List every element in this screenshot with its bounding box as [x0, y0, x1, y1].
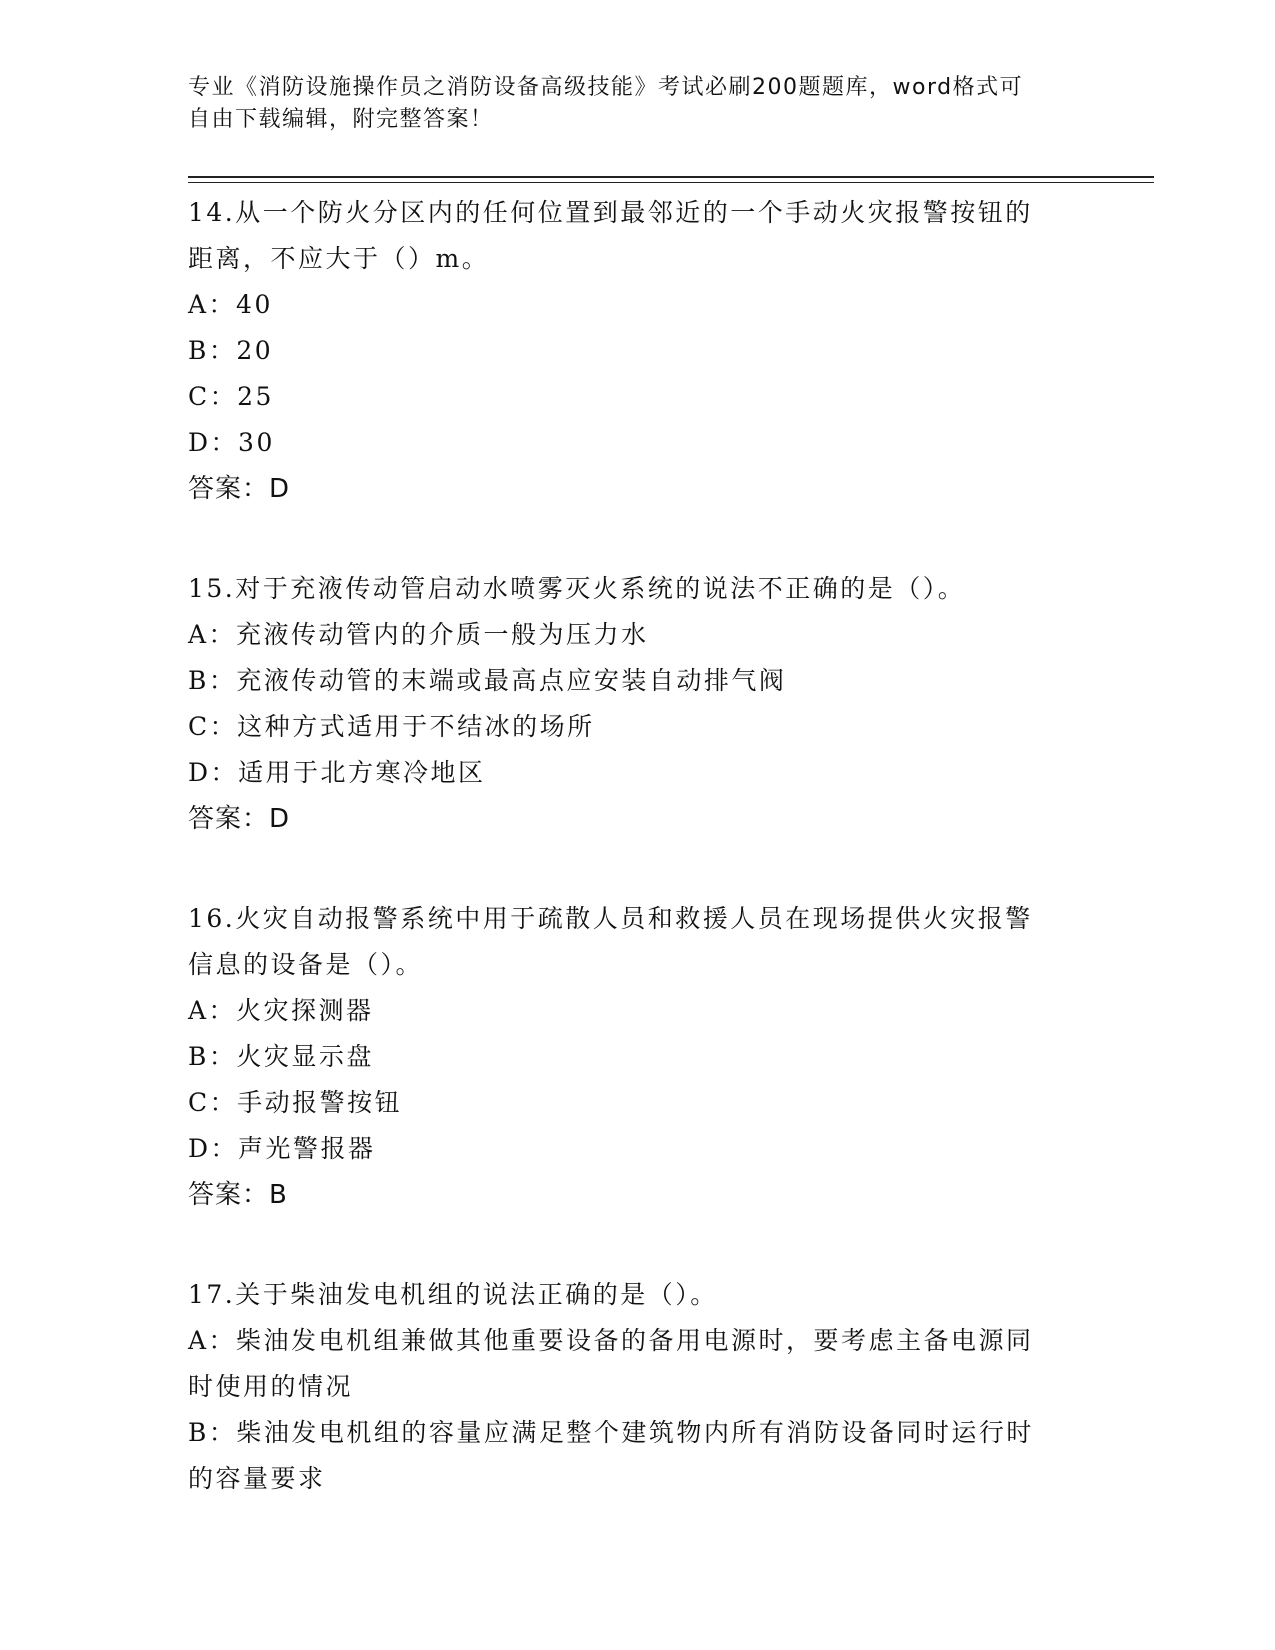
- question-17: [188, 1272, 1088, 1502]
- option-d: D：声光警报器: [188, 1134, 376, 1163]
- question-stem: 信息的设备是（）。: [188, 950, 424, 979]
- option-c: C：手动报警按钮: [188, 1088, 403, 1117]
- header-divider-thin: [188, 182, 1154, 183]
- option-b-continued: 的容量要求: [188, 1464, 326, 1493]
- option-b: B：充液传动管的末端或最高点应安装自动排气阀: [188, 666, 787, 695]
- option-a: A：柴油发电机组兼做其他重要设备的备用电源时，要考虑主备电源同: [188, 1326, 1034, 1355]
- option-d: D：30: [188, 428, 275, 457]
- header-line-2: 自由下载编辑，附完整答案！: [188, 107, 494, 132]
- answer: 答案：B: [188, 1180, 288, 1210]
- question-stem: 距离，不应大于（）m。: [188, 244, 490, 273]
- question-16: [188, 896, 1088, 1218]
- option-a: A：火灾探测器: [188, 996, 374, 1025]
- question-14: [188, 190, 1088, 512]
- question-list: [188, 190, 1088, 1502]
- option-c: C：这种方式适用于不结冰的场所: [188, 712, 595, 741]
- option-b: B：柴油发电机组的容量应满足整个建筑物内所有消防设备同时运行时: [188, 1418, 1034, 1447]
- header-divider-thick: [188, 176, 1154, 178]
- question-stem: 15.对于充液传动管启动水喷雾灭火系统的说法不正确的是（）。: [188, 574, 966, 603]
- option-d: D：适用于北方寒冷地区: [188, 758, 486, 787]
- option-a: A：充液传动管内的介质一般为压力水: [188, 620, 649, 649]
- question-stem: 14.从一个防火分区内的任何位置到最邻近的一个手动火灾报警按钮的: [188, 198, 1033, 227]
- header-line-1: 专业《消防设施操作员之消防设备高级技能》考试必刷200题题库，word格式可: [188, 75, 1024, 100]
- option-a-continued: 时使用的情况: [188, 1372, 354, 1401]
- question-15: [188, 566, 1088, 842]
- question-stem: 17.关于柴油发电机组的说法正确的是（）。: [188, 1280, 718, 1309]
- option-b: B：火灾显示盘: [188, 1042, 374, 1071]
- option-b: B：20: [188, 336, 274, 365]
- answer: 答案：D: [188, 474, 291, 504]
- document-header: [188, 72, 1088, 136]
- question-stem: 16.火灾自动报警系统中用于疏散人员和救援人员在现场提供火灾报警: [188, 904, 1033, 933]
- option-c: C：25: [188, 382, 274, 411]
- option-a: A：40: [188, 290, 273, 319]
- answer: 答案：D: [188, 804, 291, 834]
